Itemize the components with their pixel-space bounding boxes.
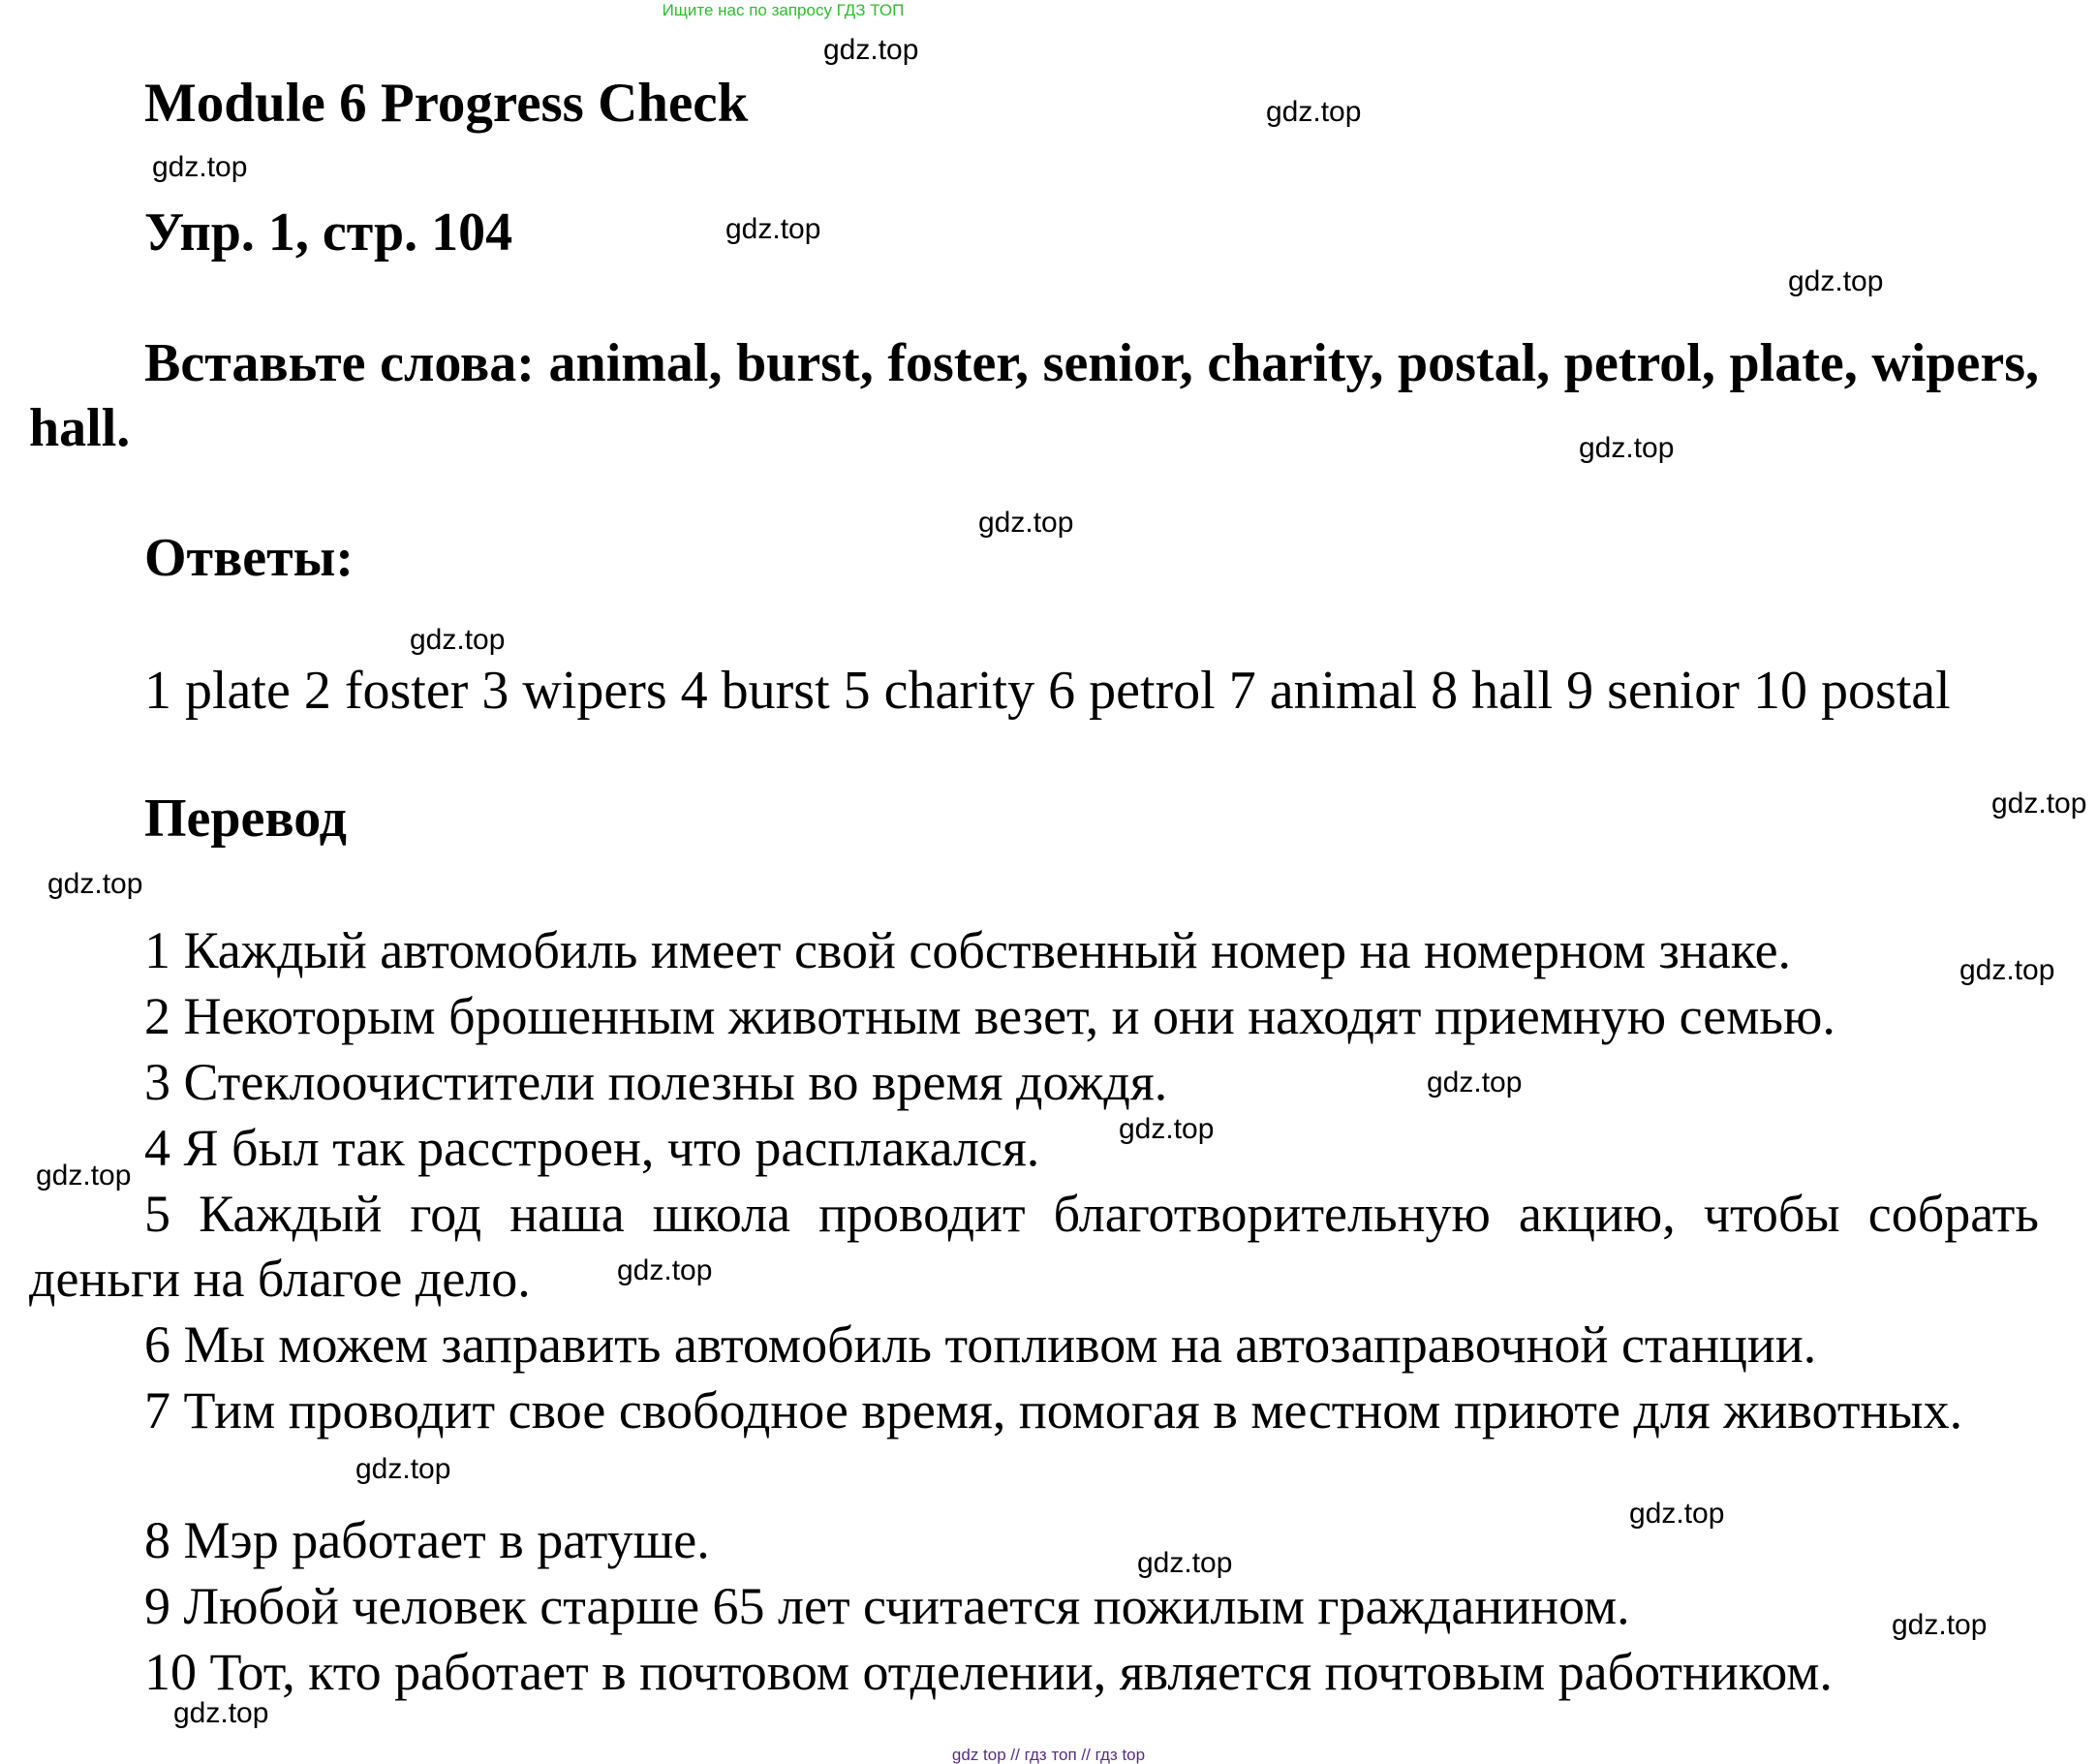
watermark: gdz.top xyxy=(1427,1067,1523,1099)
footer-banner: gdz top // гдз топ // гдз top xyxy=(951,1746,1146,1764)
watermark: gdz.top xyxy=(1788,265,1884,297)
watermark: gdz.top xyxy=(47,868,143,900)
watermark: gdz.top xyxy=(1892,1609,1988,1641)
translation-item-3: 3 Стеклоочистители полезны во время дождя. xyxy=(144,1053,1168,1111)
translation-item-7: 7 Тим проводит свое свободное время, помогая в местном приюте для животных. xyxy=(144,1381,1963,1439)
task-instructions: Вставьте слова: animal, burst, foster, senior, charity, postal, petrol, plate, wipers, hall. xyxy=(29,333,2039,458)
translation-item-2: 2 Некоторым брошенным животным везет, и они находят приемную семью. xyxy=(144,987,1835,1045)
watermark: gdz.top xyxy=(823,34,919,66)
watermark: gdz.top xyxy=(725,213,821,245)
page-title: Module 6 Progress Check xyxy=(144,73,749,134)
translation-item-5: 5 Каждый год наша школа проводит благотворительную акцию, чтобы собрать деньги на благое дело. xyxy=(29,1185,2039,1308)
watermark: gdz.top xyxy=(410,624,506,656)
translation-item-8: 8 Мэр работает в ратуше. xyxy=(144,1511,710,1569)
watermark: gdz.top xyxy=(173,1697,269,1729)
answers-line: 1 plate 2 foster 3 wipers 4 burst 5 charity 6 petrol 7 animal 8 hall 9 senior 10 postal xyxy=(144,661,1951,721)
watermark: gdz.top xyxy=(1991,788,2087,820)
watermark: gdz.top xyxy=(1137,1547,1233,1579)
translation-heading: Перевод xyxy=(144,789,347,849)
watermark: gdz.top xyxy=(978,507,1074,539)
watermark: gdz.top xyxy=(1119,1113,1215,1145)
translation-item-6: 6 Мы можем заправить автомобиль топливом на автозаправочной станции. xyxy=(144,1315,1817,1374)
translation-item-10: 10 Тот, кто работает в почтовом отделении, является почтовым работником. xyxy=(144,1643,1833,1701)
watermark: gdz.top xyxy=(36,1160,132,1191)
watermark: gdz.top xyxy=(1266,96,1362,128)
watermark: gdz.top xyxy=(1629,1498,1725,1530)
translation-item-4: 4 Я был так расстроен, что расплакался. xyxy=(144,1119,1040,1177)
watermark: gdz.top xyxy=(1579,432,1675,464)
translation-item-1: 1 Каждый автомобиль имеет свой собственный номер на номерном знаке. xyxy=(144,921,1792,979)
watermark: gdz.top xyxy=(1959,954,2055,986)
answers-heading: Ответы: xyxy=(144,528,355,588)
top-banner: Ищите нас по запросу ГДЗ ТОП xyxy=(662,1,905,19)
watermark: gdz.top xyxy=(152,151,248,183)
translation-item-9: 9 Любой человек старше 65 лет считается пожилым гражданином. xyxy=(144,1577,1630,1635)
exercise-label: Упр. 1, стр. 104 xyxy=(144,202,513,263)
watermark: gdz.top xyxy=(355,1453,451,1485)
watermark: gdz.top xyxy=(617,1254,713,1286)
